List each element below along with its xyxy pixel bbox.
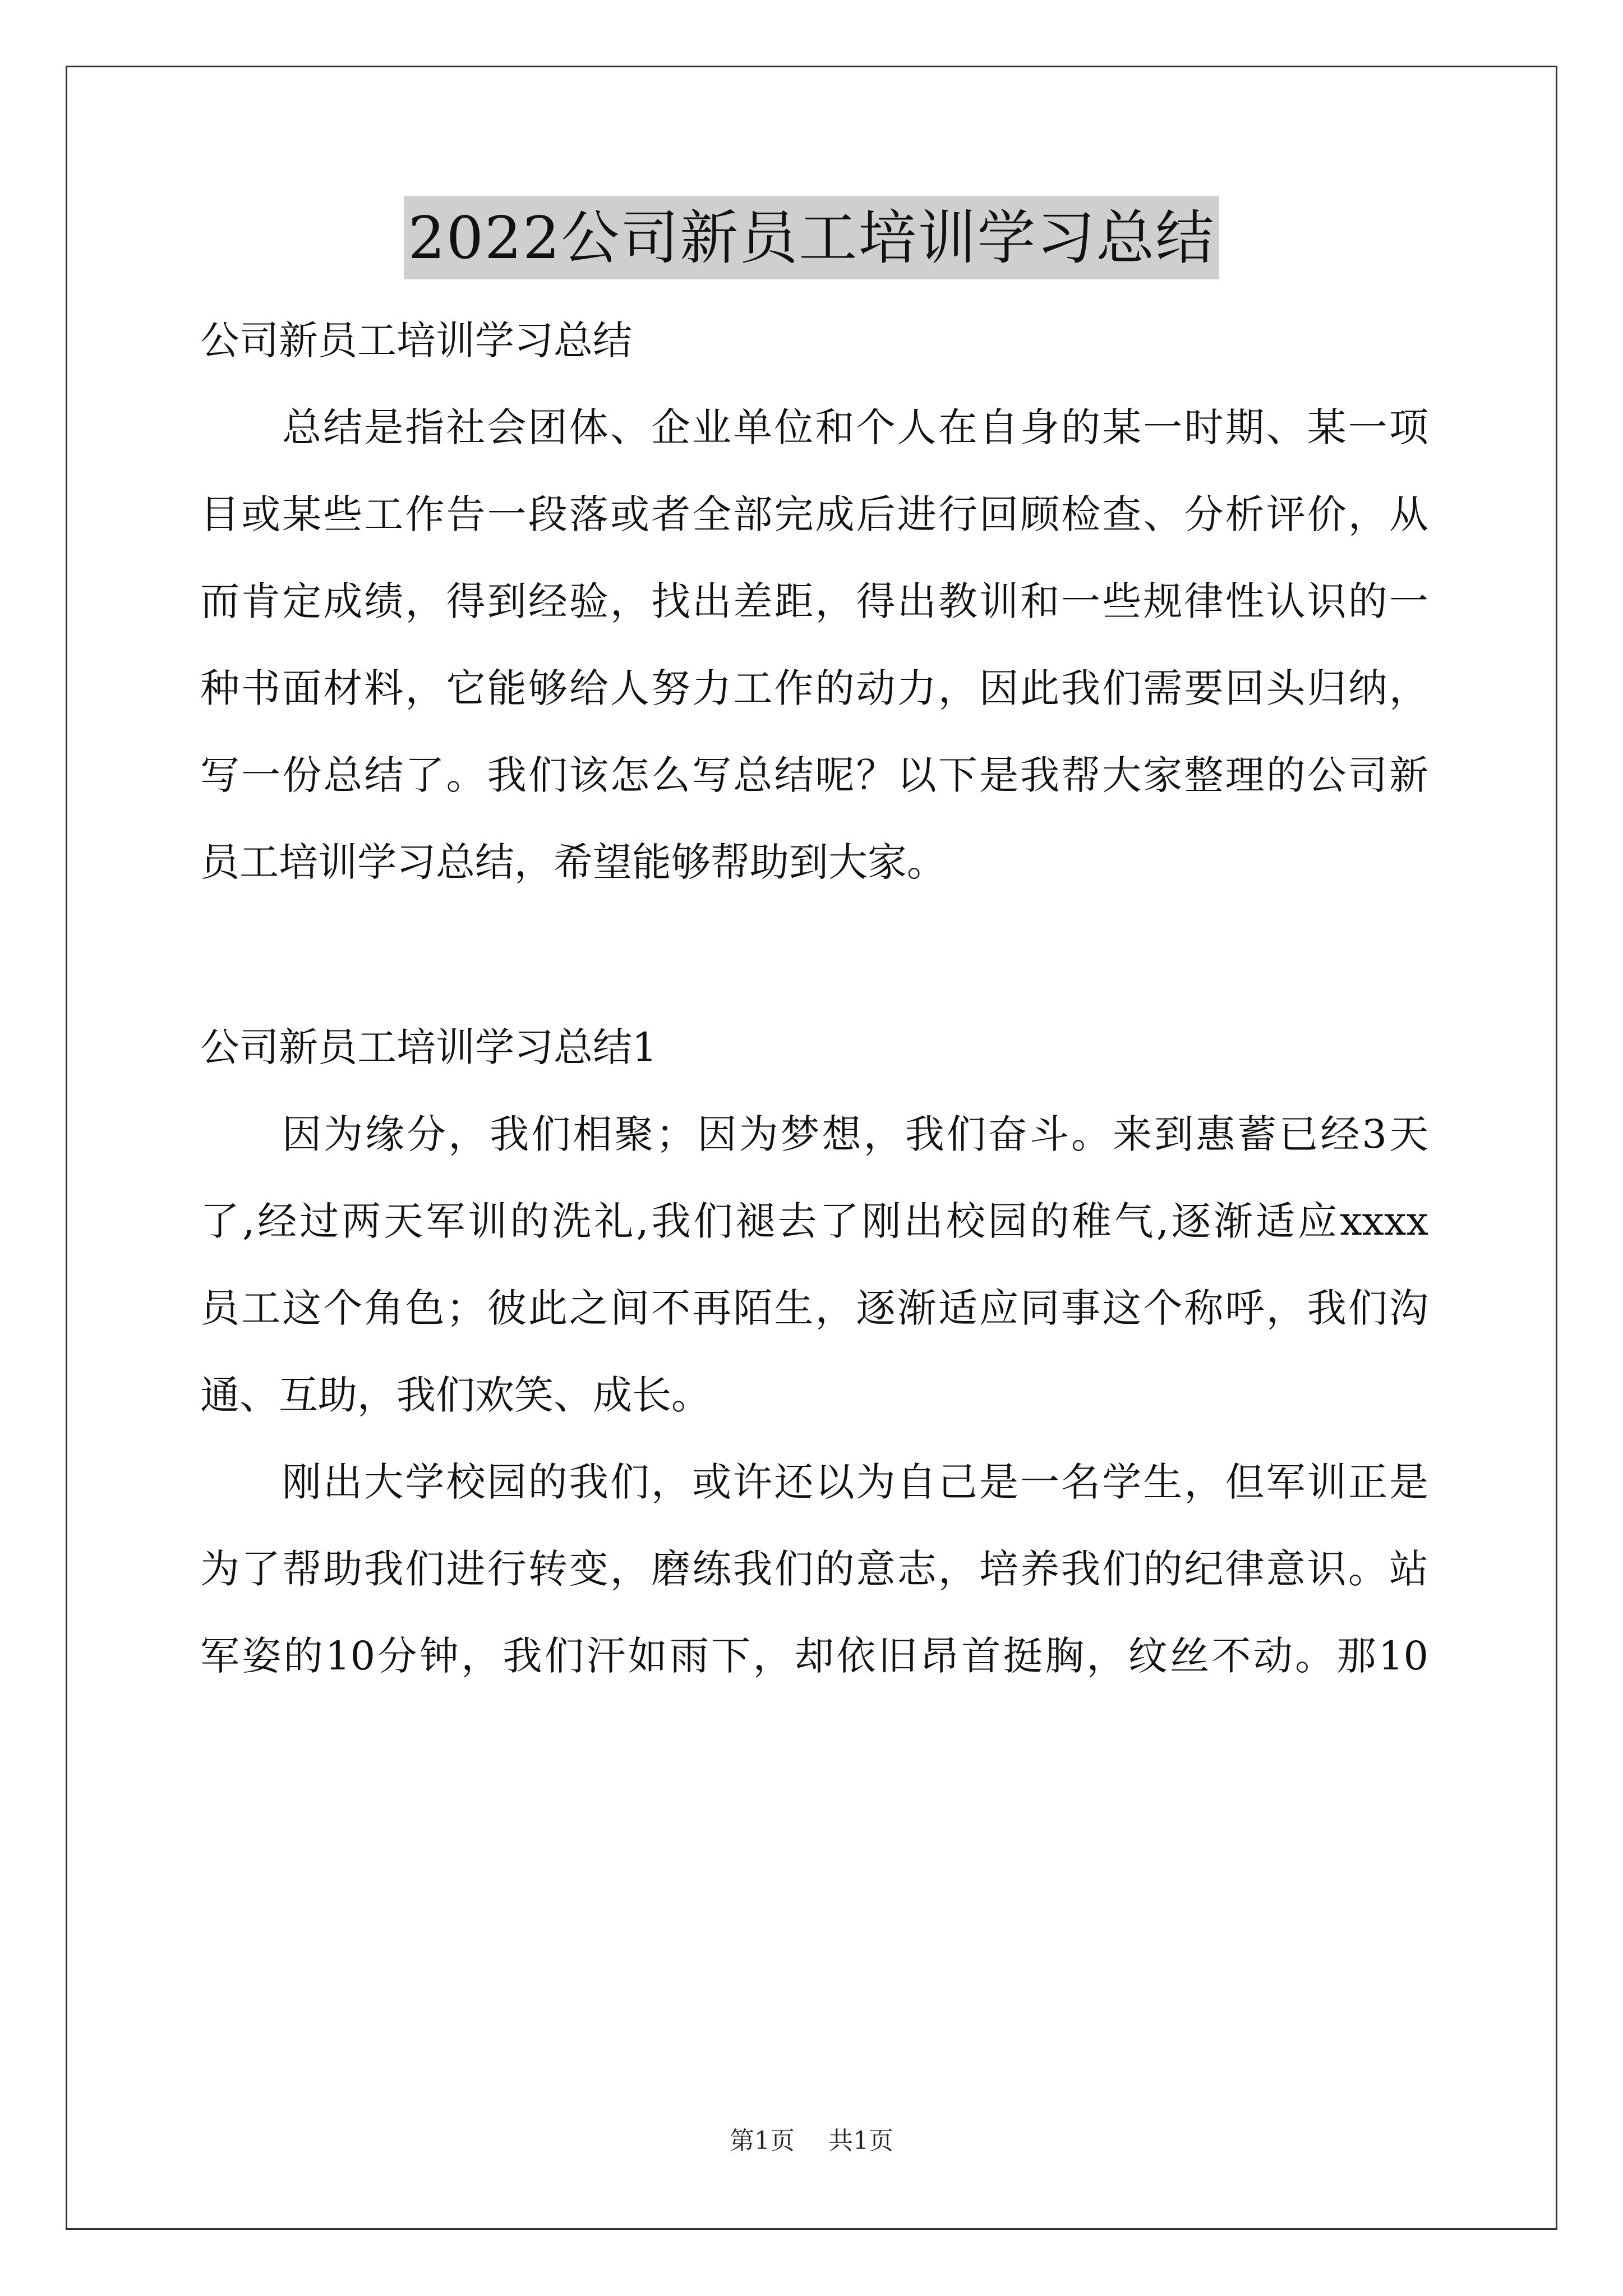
document-title: 2022公司新员工培训学习总结 (404, 196, 1220, 279)
page-footer (0, 2120, 1623, 2156)
section1-para1-line-4: 通、互助，我们欢笑、成长。 (200, 1372, 711, 1418)
page-number: 第1页 (730, 2127, 795, 2155)
intro-line-3: 而肯定成绩，得到经验，找出差距，得出教训和一些规律性认识的一 (200, 578, 1428, 624)
intro-line-5: 写一份总结了。我们该怎么写总结呢？以下是我帮大家整理的公司新 (200, 752, 1428, 798)
section1-para1-line-2: 了,经过两天军训的洗礼,我们褪去了刚出校园的稚气,逐渐适应xxxx (200, 1198, 1428, 1244)
intro-heading: 公司新员工培训学习总结 (200, 318, 632, 364)
section1-para1-line-1: 因为缘分，我们相聚；因为梦想，我们奋斗。来到惠蓄已经3天 (282, 1111, 1428, 1157)
intro-line-4: 种书面材料，它能够给人努力工作的动力，因此我们需要回头归纳， (200, 665, 1428, 711)
title-wrap (0, 196, 1623, 279)
intro-line-6: 员工培训学习总结，希望能够帮助到大家。 (200, 839, 946, 885)
section1-heading: 公司新员工培训学习总结1 (200, 1024, 657, 1070)
section1-para2-line-1: 刚出大学校园的我们，或许还以为自己是一名学生，但军训正是 (282, 1459, 1428, 1505)
page-total: 共1页 (828, 2127, 893, 2155)
section1-para2-line-2: 为了帮助我们进行转变，磨练我们的意志，培养我们的纪律意识。站 (200, 1546, 1428, 1592)
section-gap (200, 906, 1428, 1004)
section1-para1-line-3: 员工这个角色；彼此之间不再陌生，逐渐适应同事这个称呼，我们沟 (200, 1285, 1428, 1331)
section1-para2-line-3: 军姿的10分钟，我们汗如雨下，却依旧昂首挺胸，纹丝不动。那10 (200, 1633, 1428, 1679)
intro-line-2: 目或某些工作告一段落或者全部完成后进行回顾检查、分析评价，从 (200, 491, 1428, 537)
intro-line-1: 总结是指社会团体、企业单位和个人在自身的某一时期、某一项 (282, 404, 1428, 450)
document-body (200, 297, 1428, 1700)
